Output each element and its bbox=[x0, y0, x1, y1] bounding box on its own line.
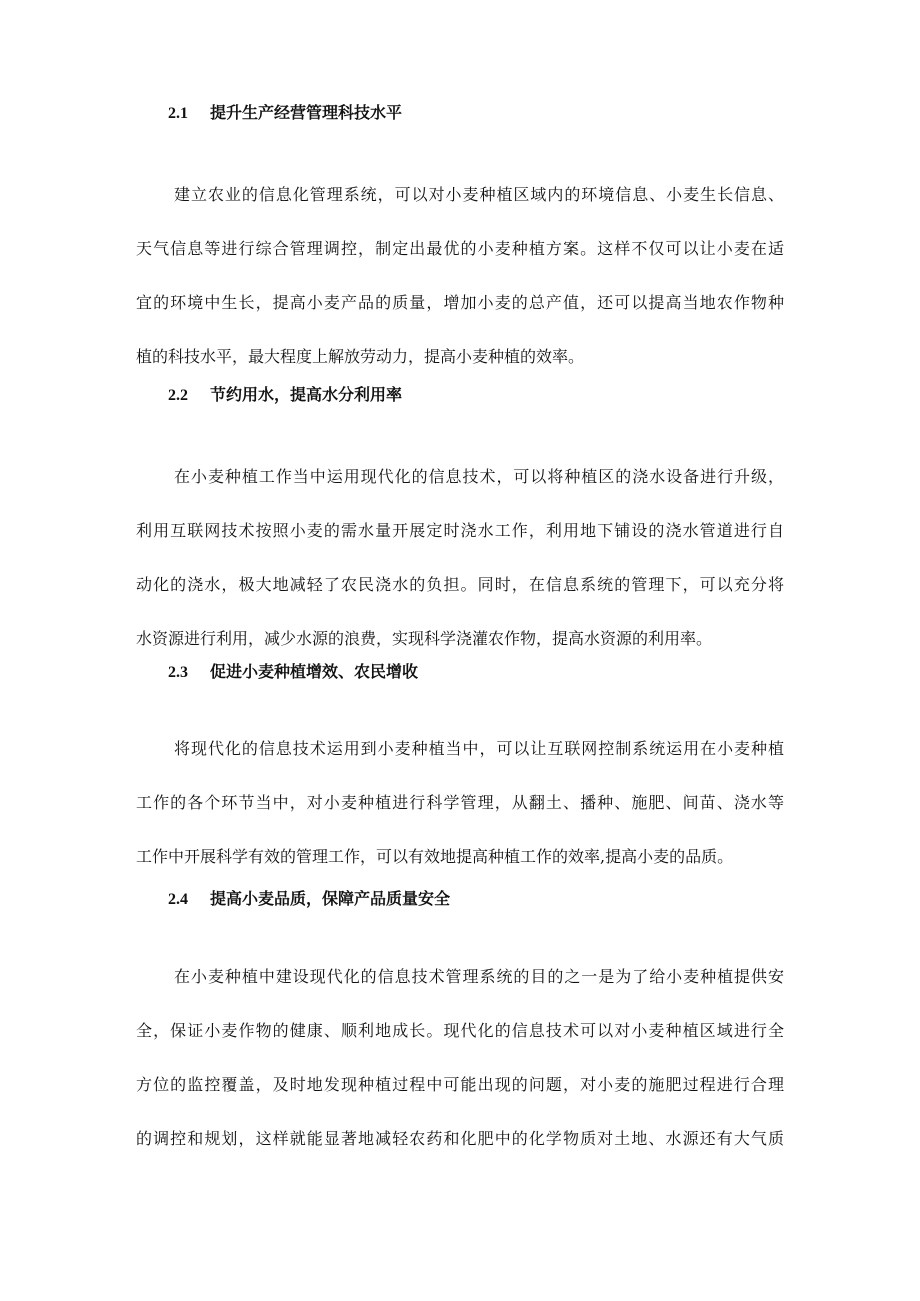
section-number: 2.3 bbox=[168, 664, 188, 681]
section-heading-2-4 bbox=[168, 887, 450, 912]
paragraph-line: 建立农业的信息化管理系统，可以对小麦种植区域内的环境信息、小麦生长信息、 bbox=[174, 185, 784, 204]
paragraph-line: 天气信息等进行综合管理调控，制定出最优的小麦种植方案。这样不仅可以让小麦在适 bbox=[136, 239, 784, 258]
paragraph-line: 工作的各个环节当中，对小麦种植进行科学管理，从翻土、播种、施肥、间苗、浇水等 bbox=[136, 793, 784, 812]
paragraph-line: 动化的浇水，极大地减轻了农民浇水的负担。同时，在信息系统的管理下，可以充分将 bbox=[136, 575, 784, 594]
paragraph-line: 在小麦种植工作当中运用现代化的信息技术，可以将种植区的浇水设备进行升级， bbox=[174, 467, 784, 486]
section-title: 提升生产经营管理科技水平 bbox=[210, 103, 403, 122]
paragraph-line: 宜的环境中生长，提高小麦产品的质量，增加小麦的总产值，还可以提高当地农作物种 bbox=[136, 293, 784, 312]
section-title: 促进小麦种植增效、农民增收 bbox=[210, 662, 419, 681]
paragraph-line: 全，保证小麦作物的健康、顺利地成长。现代化的信息技术可以对小麦种植区域进行全 bbox=[136, 1021, 784, 1040]
paragraph-line: 将现代化的信息技术运用到小麦种植当中，可以让互联网控制系统运用在小麦种植 bbox=[174, 739, 784, 758]
section-heading-2-2 bbox=[168, 383, 402, 408]
section-paragraph-2-3 bbox=[136, 722, 784, 884]
section-paragraph-2-1 bbox=[136, 168, 784, 384]
paragraph-line: 利用互联网技术按照小麦的需水量开展定时浇水工作，利用地下铺设的浇水管道进行自 bbox=[136, 521, 784, 540]
section-number: 2.1 bbox=[168, 105, 188, 122]
section-heading-2-1 bbox=[168, 101, 402, 126]
section-title: 提高小麦品质，保障产品质量安全 bbox=[210, 889, 451, 908]
paragraph-line: 的调控和规划，这样就能显著地减轻农药和化肥中的化学物质对土地、水源还有大气质 bbox=[136, 1129, 784, 1148]
paragraph-line: 方位的监控覆盖，及时地发现种植过程中可能出现的问题，对小麦的施肥过程进行合理 bbox=[136, 1075, 784, 1094]
section-heading-2-3 bbox=[168, 660, 418, 685]
section-paragraph-2-2 bbox=[136, 450, 784, 666]
paragraph-line: 水资源进行利用，减少水源的浪费，实现科学浇灌农作物，提高水资源的利用率。 bbox=[136, 629, 713, 648]
paragraph-line: 植的科技水平，最大程度上解放劳动力，提高小麦种植的效率。 bbox=[136, 347, 585, 366]
section-number: 2.4 bbox=[168, 891, 188, 908]
section-number: 2.2 bbox=[168, 387, 188, 404]
section-title: 节约用水，提高水分利用率 bbox=[210, 385, 403, 404]
paragraph-line: 在小麦种植中建设现代化的信息技术管理系统的目的之一是为了给小麦种植提供安 bbox=[174, 967, 784, 986]
section-paragraph-2-4 bbox=[136, 950, 784, 1166]
paragraph-line: 工作中开展科学有效的管理工作，可以有效地提高种植工作的效率,提高小麦的品质。 bbox=[136, 847, 734, 866]
